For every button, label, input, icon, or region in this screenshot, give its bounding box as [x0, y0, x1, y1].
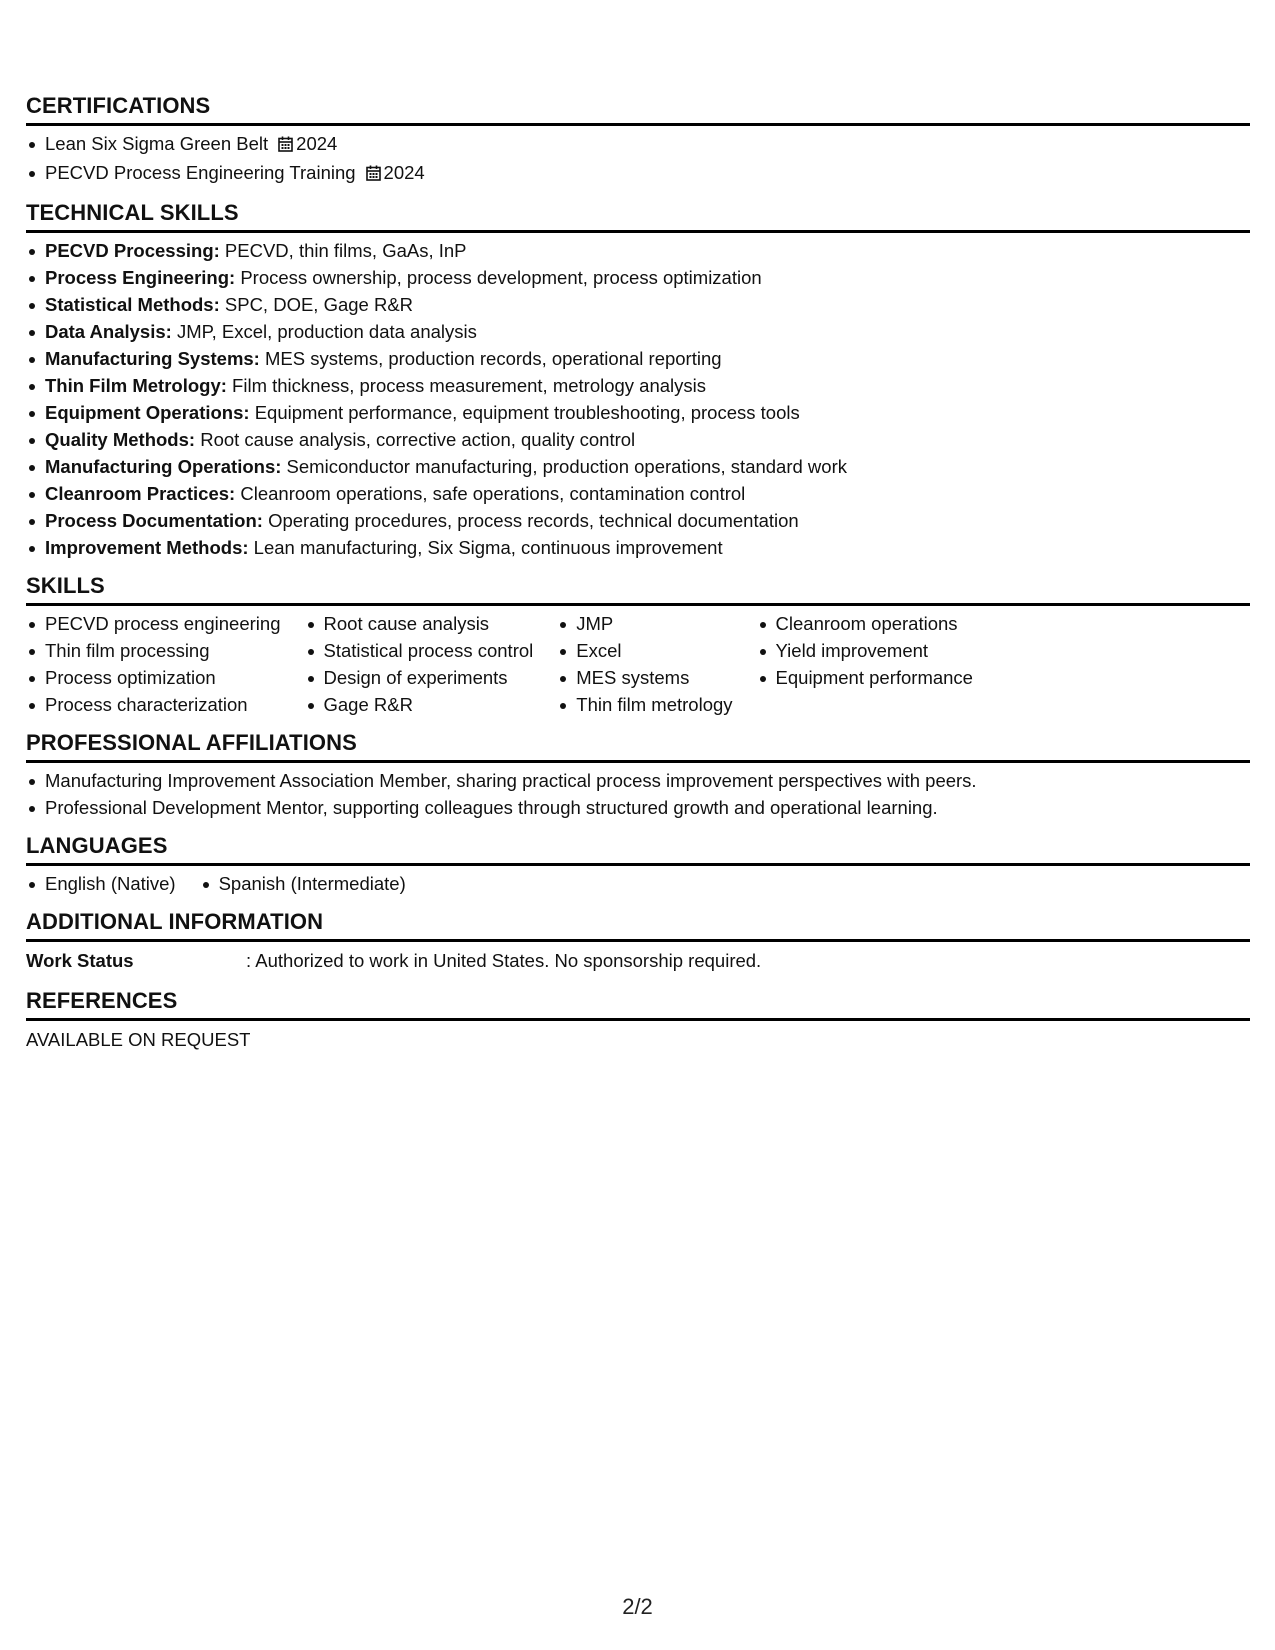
technical-skill-label: Thin Film Metrology: — [45, 375, 227, 396]
technical-skill-label: Cleanroom Practices: — [45, 483, 236, 504]
work-status-label: Work Status — [26, 950, 134, 971]
work-status-value: : Authorized to work in United States. No sponsorship required. — [246, 950, 762, 971]
certification-item — [26, 159, 1250, 188]
technical-skill-value: JMP, Excel, production data analysis — [176, 321, 477, 342]
languages-list — [26, 870, 1250, 897]
skill-item: Process characterization — [26, 691, 305, 718]
references-section — [26, 987, 1250, 1055]
technical-skill-label: Data Analysis: — [45, 321, 172, 342]
section-title-affiliations: PROFESSIONAL AFFILIATIONS — [26, 729, 1250, 763]
skill-item: MES systems — [557, 664, 756, 691]
technical-skill-label: Statistical Methods: — [45, 294, 220, 315]
section-title-technical-skills: TECHNICAL SKILLS — [26, 199, 1250, 233]
certifications-section — [26, 92, 1250, 188]
language-item: English (Native) — [26, 870, 176, 897]
skill-item: Process optimization — [26, 664, 305, 691]
technical-skill-label: Process Engineering: — [45, 267, 236, 288]
technical-skills-list — [26, 237, 1250, 561]
skill-item: JMP — [557, 610, 756, 637]
technical-skill-label: Equipment Operations: — [45, 402, 250, 423]
skill-item: Thin film metrology — [557, 691, 756, 718]
skill-item: Root cause analysis — [305, 610, 558, 637]
skills-column — [305, 610, 558, 718]
technical-skill-item — [26, 372, 1250, 399]
certification-year: 2024 — [383, 162, 425, 183]
technical-skill-item — [26, 399, 1250, 426]
skills-column — [26, 610, 305, 718]
affiliation-item: Manufacturing Improvement Association Member, sharing practical process improvement perspectives with peers. — [26, 767, 1250, 794]
technical-skill-item — [26, 237, 1250, 264]
certifications-list — [26, 130, 1250, 188]
technical-skill-value: SPC, DOE, Gage R&R — [224, 294, 414, 315]
affiliation-item: Professional Development Mentor, supporting colleagues through structured growth and operational learning. — [26, 794, 1250, 821]
technical-skill-item — [26, 318, 1250, 345]
calendar-icon — [366, 161, 381, 188]
skill-item: Excel — [557, 637, 756, 664]
skills-section — [26, 572, 1250, 718]
technical-skill-item — [26, 453, 1250, 480]
skill-item: Cleanroom operations — [757, 610, 997, 637]
technical-skill-value: Operating procedures, process records, technical documentation — [268, 510, 799, 531]
certification-name: PECVD Process Engineering Training — [45, 162, 356, 183]
skills-column — [557, 610, 756, 718]
technical-skill-label: PECVD Processing: — [45, 240, 220, 261]
references-text: AVAILABLE ON REQUEST — [26, 1029, 251, 1050]
affiliations-section — [26, 729, 1250, 821]
certification-name: Lean Six Sigma Green Belt — [45, 133, 269, 154]
technical-skill-label: Quality Methods: — [45, 429, 196, 450]
section-title-additional-information: ADDITIONAL INFORMATION — [26, 908, 1250, 942]
technical-skill-value: Process ownership, process development, process optimization — [240, 267, 762, 288]
technical-skill-label: Manufacturing Operations: — [45, 456, 282, 477]
section-title-skills: SKILLS — [26, 572, 1250, 606]
skill-item: Equipment performance — [757, 664, 997, 691]
section-title-languages: LANGUAGES — [26, 832, 1250, 866]
technical-skill-value: PECVD, thin films, GaAs, InP — [224, 240, 467, 261]
skill-item: PECVD process engineering — [26, 610, 305, 637]
technical-skill-item — [26, 291, 1250, 318]
technical-skill-item — [26, 534, 1250, 561]
technical-skill-item — [26, 480, 1250, 507]
certification-item — [26, 130, 1250, 159]
skill-item: Design of experiments — [305, 664, 558, 691]
technical-skill-value: Film thickness, process measurement, metrology analysis — [232, 375, 707, 396]
technical-skill-item — [26, 507, 1250, 534]
skill-item: Gage R&R — [305, 691, 558, 718]
certification-year: 2024 — [296, 133, 338, 154]
section-title-references: REFERENCES — [26, 987, 1250, 1021]
technical-skill-value: Semiconductor manufacturing, production operations, standard work — [286, 456, 847, 477]
skill-item: Yield improvement — [757, 637, 997, 664]
technical-skill-value: Lean manufacturing, Six Sigma, continuous improvement — [253, 537, 723, 558]
technical-skill-label: Improvement Methods: — [45, 537, 249, 558]
technical-skill-value: MES systems, production records, operational reporting — [265, 348, 722, 369]
technical-skill-item — [26, 264, 1250, 291]
language-item: Spanish (Intermediate) — [200, 870, 406, 897]
technical-skill-value: Root cause analysis, corrective action, quality control — [200, 429, 636, 450]
additional-information-section — [26, 908, 1250, 976]
technical-skill-item — [26, 345, 1250, 372]
skill-item: Statistical process control — [305, 637, 558, 664]
technical-skill-value: Cleanroom operations, safe operations, contamination control — [240, 483, 746, 504]
skills-grid — [26, 610, 1250, 718]
languages-section — [26, 832, 1250, 897]
technical-skill-label: Manufacturing Systems: — [45, 348, 260, 369]
calendar-icon — [278, 132, 293, 159]
resume-page — [26, 92, 1250, 1066]
affiliations-list — [26, 767, 1250, 821]
technical-skill-item — [26, 426, 1250, 453]
technical-skill-value: Equipment performance, equipment troubleshooting, process tools — [254, 402, 800, 423]
technical-skills-section — [26, 199, 1250, 561]
section-title-certifications: CERTIFICATIONS — [26, 92, 1250, 126]
technical-skill-label: Process Documentation: — [45, 510, 263, 531]
skill-item: Thin film processing — [26, 637, 305, 664]
page-number: 2/2 — [622, 1594, 653, 1619]
work-status-row — [26, 946, 1250, 976]
skills-column — [757, 610, 997, 718]
